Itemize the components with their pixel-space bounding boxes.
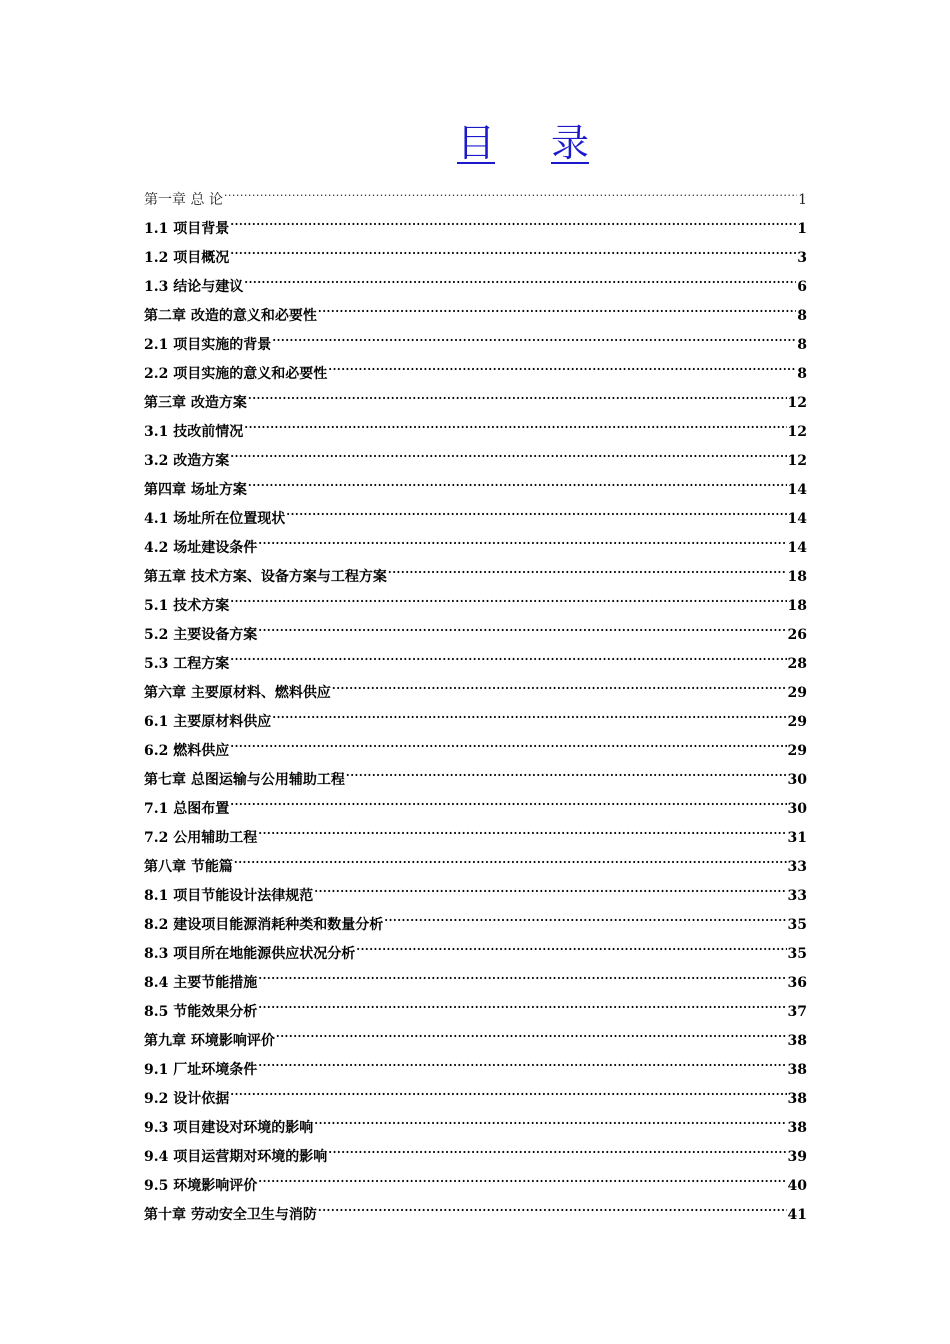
toc-entry-page-number: 37 [787, 1004, 807, 1020]
toc-dot-leader [230, 219, 796, 233]
toc-dot-leader [230, 451, 786, 465]
toc-entry[interactable] [144, 331, 807, 360]
toc-entry[interactable] [144, 1114, 807, 1143]
toc-dot-leader [314, 1118, 786, 1132]
toc-entry-label: 8.2 建设项目能源消耗种类和数量分析 [144, 917, 384, 933]
toc-entry-label: 5.3 工程方案 [144, 656, 230, 672]
toc-entry-label: 9.1 厂址环境条件 [144, 1062, 258, 1078]
toc-entry-label: 第九章 环境影响评价 [144, 1033, 275, 1049]
toc-dot-leader [244, 422, 786, 436]
toc-entry-page-number: 8 [797, 308, 807, 324]
toc-entry-page-number: 8 [797, 366, 807, 382]
toc-entry-label: 第五章 技术方案、设备方案与工程方案 [144, 569, 387, 585]
toc-entry[interactable] [144, 969, 807, 998]
toc-entry-label: 第十章 劳动安全卫生与消防 [144, 1207, 317, 1223]
toc-entry-label: 4.1 场址所在位置现状 [144, 511, 286, 527]
toc-dot-leader [272, 712, 786, 726]
toc-entry-label: 2.2 项目实施的意义和必要性 [144, 366, 328, 382]
toc-entry-label: 7.1 总图布置 [144, 801, 230, 817]
table-of-contents [144, 186, 807, 1230]
toc-entry-label: 1.1 项目背景 [144, 221, 230, 237]
toc-entry-label: 8.5 节能效果分析 [144, 1004, 258, 1020]
toc-entry[interactable] [144, 795, 807, 824]
toc-entry[interactable] [144, 1085, 807, 1114]
toc-dot-leader [346, 770, 787, 784]
toc-entry-label: 7.2 公用辅助工程 [144, 830, 258, 846]
toc-dot-leader [230, 596, 786, 610]
toc-entry-label: 8.1 项目节能设计法律规范 [144, 888, 314, 904]
toc-entry-label: 1.3 结论与建议 [144, 279, 244, 295]
toc-entry-page-number: 14 [787, 540, 807, 556]
toc-entry-label: 5.2 主要设备方案 [144, 627, 258, 643]
toc-entry-label: 2.1 项目实施的背景 [144, 337, 272, 353]
toc-entry-page-number: 30 [787, 801, 807, 817]
toc-entry[interactable] [144, 447, 807, 476]
toc-dot-leader [258, 1176, 786, 1190]
toc-dot-leader [318, 1205, 787, 1219]
toc-entry-label: 8.4 主要节能措施 [144, 975, 258, 991]
toc-entry[interactable] [144, 1056, 807, 1085]
toc-entry-page-number: 1 [797, 221, 807, 237]
toc-entry-page-number: 36 [787, 975, 807, 991]
toc-title-part1: 目 [456, 121, 495, 165]
toc-entry-page-number: 8 [797, 337, 807, 353]
toc-dot-leader [248, 393, 787, 407]
toc-entry-page-number: 12 [787, 395, 807, 411]
toc-entry-page-number: 33 [787, 888, 807, 904]
toc-entry-page-number: 30 [787, 772, 807, 788]
toc-dot-leader [230, 1089, 786, 1103]
toc-entry-page-number: 6 [797, 279, 807, 295]
toc-entry-page-number: 29 [787, 743, 807, 759]
toc-entry-label: 9.2 设计依据 [144, 1091, 230, 1107]
toc-dot-leader [258, 828, 786, 842]
toc-dot-leader [314, 886, 786, 900]
toc-entry-label: 第三章 改造方案 [144, 395, 247, 411]
toc-entry-page-number: 14 [787, 511, 807, 527]
toc-entry-page-number: 38 [787, 1120, 807, 1136]
toc-entry[interactable] [144, 273, 807, 302]
toc-dot-leader [332, 683, 787, 697]
toc-dot-leader [356, 944, 786, 958]
toc-entry[interactable] [144, 911, 807, 940]
toc-dot-leader [384, 915, 786, 929]
toc-dot-leader [234, 857, 787, 871]
toc-entry-page-number: 29 [787, 685, 807, 701]
toc-entry[interactable] [144, 679, 807, 708]
toc-entry[interactable] [144, 215, 807, 244]
toc-entry[interactable] [144, 244, 807, 273]
toc-dot-leader [258, 1002, 786, 1016]
toc-entry-label: 5.1 技术方案 [144, 598, 230, 614]
toc-entry-label: 第八章 节能篇 [144, 859, 233, 875]
toc-dot-leader [230, 248, 796, 262]
toc-entry[interactable] [144, 824, 807, 853]
toc-entry-label: 3.2 改造方案 [144, 453, 230, 469]
toc-entry-page-number: 28 [787, 656, 807, 672]
toc-entry-label: 第一章 总 论 [144, 192, 223, 208]
toc-entry-label: 9.4 项目运营期对环境的影响 [144, 1149, 328, 1165]
toc-entry-label: 第六章 主要原材料、燃料供应 [144, 685, 331, 701]
toc-entry[interactable] [144, 302, 807, 331]
toc-dot-leader [224, 190, 797, 204]
toc-dot-leader [230, 654, 786, 668]
toc-dot-leader [230, 799, 786, 813]
toc-entry-page-number: 18 [787, 598, 807, 614]
toc-title-part2: 录 [551, 121, 590, 165]
toc-dot-leader [328, 364, 796, 378]
toc-entry-page-number: 3 [797, 250, 807, 266]
toc-entry[interactable] [144, 563, 807, 592]
toc-dot-leader [230, 741, 786, 755]
toc-entry-page-number: 31 [787, 830, 807, 846]
toc-entry[interactable] [144, 389, 807, 418]
toc-entry-page-number: 29 [787, 714, 807, 730]
toc-entry[interactable] [144, 940, 807, 969]
toc-entry[interactable] [144, 766, 807, 795]
toc-entry[interactable] [144, 737, 807, 766]
toc-entry[interactable] [144, 186, 807, 215]
toc-entry-label: 8.3 项目所在地能源供应状况分析 [144, 946, 356, 962]
toc-dot-leader [276, 1031, 787, 1045]
toc-entry[interactable] [144, 592, 807, 621]
toc-dot-leader [258, 973, 786, 987]
toc-entry-label: 第二章 改造的意义和必要性 [144, 308, 317, 324]
toc-entry-label: 第七章 总图运输与公用辅助工程 [144, 772, 345, 788]
toc-entry-page-number: 35 [787, 917, 807, 933]
toc-entry-page-number: 12 [787, 424, 807, 440]
toc-entry[interactable] [144, 534, 807, 563]
toc-entry-page-number: 38 [787, 1062, 807, 1078]
toc-entry[interactable] [144, 650, 807, 679]
toc-entry[interactable] [144, 505, 807, 534]
toc-dot-leader [388, 567, 787, 581]
toc-entry[interactable] [144, 476, 807, 505]
toc-dot-leader [244, 277, 796, 291]
toc-dot-leader [248, 480, 787, 494]
toc-entry[interactable] [144, 360, 807, 389]
toc-entry-page-number: 41 [787, 1207, 807, 1223]
toc-entry-label: 4.2 场址建设条件 [144, 540, 258, 556]
toc-entry-page-number: 38 [787, 1033, 807, 1049]
toc-title[interactable] [0, 112, 950, 167]
toc-dot-leader [258, 625, 786, 639]
toc-entry[interactable] [144, 1027, 807, 1056]
toc-entry-page-number: 39 [787, 1149, 807, 1165]
toc-entry[interactable] [144, 1201, 807, 1230]
toc-dot-leader [286, 509, 786, 523]
toc-entry[interactable] [144, 1172, 807, 1201]
toc-title-link[interactable] [457, 121, 589, 165]
toc-entry[interactable] [144, 998, 807, 1027]
toc-entry[interactable] [144, 882, 807, 911]
toc-entry[interactable] [144, 418, 807, 447]
toc-entry-label: 1.2 项目概况 [144, 250, 230, 266]
toc-entry-page-number: 12 [787, 453, 807, 469]
toc-entry-page-number: 33 [787, 859, 807, 875]
toc-entry-label: 9.5 环境影响评价 [144, 1178, 258, 1194]
toc-entry[interactable] [144, 708, 807, 737]
toc-dot-leader [258, 538, 786, 552]
toc-entry-label: 3.1 技改前情况 [144, 424, 244, 440]
toc-dot-leader [318, 306, 796, 320]
toc-entry-label: 6.2 燃料供应 [144, 743, 230, 759]
toc-entry-page-number: 1 [798, 192, 807, 208]
toc-dot-leader [328, 1147, 786, 1161]
toc-entry-page-number: 35 [787, 946, 807, 962]
toc-dot-leader [258, 1060, 786, 1074]
toc-entry-page-number: 18 [787, 569, 807, 585]
toc-entry[interactable] [144, 1143, 807, 1172]
toc-entry[interactable] [144, 621, 807, 650]
toc-entry[interactable] [144, 853, 807, 882]
toc-entry-label: 9.3 项目建设对环境的影响 [144, 1120, 314, 1136]
toc-entry-page-number: 14 [787, 482, 807, 498]
toc-entry-page-number: 38 [787, 1091, 807, 1107]
toc-entry-page-number: 26 [787, 627, 807, 643]
toc-entry-page-number: 40 [787, 1178, 807, 1194]
toc-entry-label: 6.1 主要原材料供应 [144, 714, 272, 730]
toc-entry-label: 第四章 场址方案 [144, 482, 247, 498]
toc-dot-leader [272, 335, 796, 349]
